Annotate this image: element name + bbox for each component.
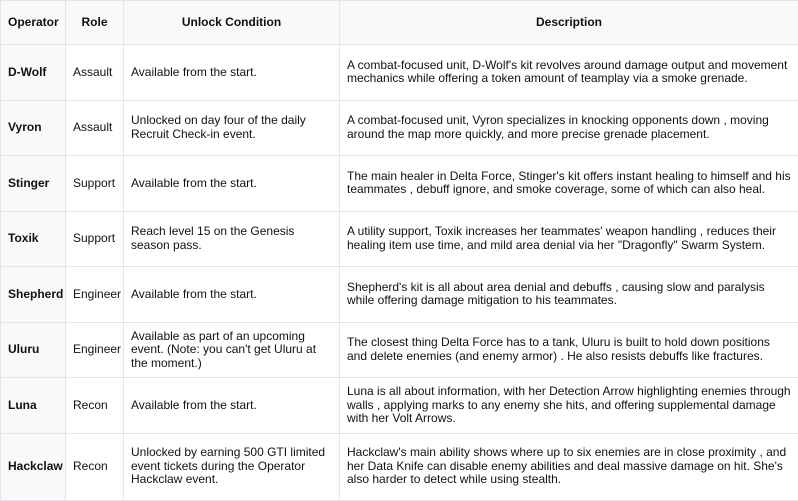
unlock-condition-cell: Available from the start. (124, 156, 340, 212)
operator-cell: Toxik (1, 211, 66, 267)
table-row (1, 378, 798, 434)
description-cell: A combat-focused unit, D-Wolf's kit revolves around damage output and movement mechanics while offering a token amount of teamplay via a smoke grenade. (340, 45, 798, 101)
table-row (1, 433, 798, 500)
header-operator: Operator (1, 1, 66, 45)
operator-cell: Luna (1, 378, 66, 434)
unlock-condition-cell: Available from the start. (124, 378, 340, 434)
role-cell: Engineer (66, 322, 124, 378)
description-cell: The main healer in Delta Force, Stinger's kit offers instant healing to himself and his teammates , debuff ignore, and smoke coverage, some of which can also heal. (340, 156, 798, 212)
operator-cell: Stinger (1, 156, 66, 212)
header-row (1, 1, 798, 45)
role-cell: Assault (66, 100, 124, 156)
description-cell: Hackclaw's main ability shows where up to six enemies are in close proximity , and her Data Knife can disable enemy abilities and deal massive damage on hit. She's also harder to detect while using stealth. (340, 433, 798, 500)
role-cell: Assault (66, 45, 124, 101)
table-row (1, 45, 798, 101)
description-cell: A combat-focused unit, Vyron specializes in knocking opponents down , moving around the map more quickly, and more precise grenade placement. (340, 100, 798, 156)
description-cell: The closest thing Delta Force has to a tank, Uluru is built to hold down positions and delete enemies (and enemy armor) . He also resists debuffs like fractures. (340, 322, 798, 378)
role-cell: Support (66, 156, 124, 212)
role-cell: Support (66, 211, 124, 267)
description-cell: Shepherd's kit is all about area denial and debuffs , causing slow and paralysis while offering damage mitigation to his teammates. (340, 267, 798, 323)
table-row (1, 267, 798, 323)
table-row (1, 322, 798, 378)
unlock-condition-cell: Available as part of an upcoming event. (Note: you can't get Uluru at the moment.) (124, 322, 340, 378)
operator-cell: Uluru (1, 322, 66, 378)
header-description: Description (340, 1, 798, 45)
operator-cell: Hackclaw (1, 433, 66, 500)
table-row (1, 211, 798, 267)
description-cell: A utility support, Toxik increases her teammates' weapon handling , reduces their healing item use time, and mild area denial via her "Dragonfly" Swarm System. (340, 211, 798, 267)
role-cell: Recon (66, 433, 124, 500)
unlock-condition-cell: Reach level 15 on the Genesis season pass. (124, 211, 340, 267)
role-cell: Engineer (66, 267, 124, 323)
unlock-condition-cell: Available from the start. (124, 267, 340, 323)
operator-cell: Shepherd (1, 267, 66, 323)
table-row (1, 156, 798, 212)
role-cell: Recon (66, 378, 124, 434)
unlock-condition-cell: Unlocked by earning 500 GTI limited event tickets during the Operator Hackclaw event. (124, 433, 340, 500)
unlock-condition-cell: Unlocked on day four of the daily Recruit Check-in event. (124, 100, 340, 156)
description-cell: Luna is all about information, with her Detection Arrow highlighting enemies through walls , applying marks to any enemy she hits, and offering supplemental damage with her Volt Arrows. (340, 378, 798, 434)
operator-cell: D-Wolf (1, 45, 66, 101)
header-unlock-condition: Unlock Condition (124, 1, 340, 45)
operator-cell: Vyron (1, 100, 66, 156)
header-role: Role (66, 1, 124, 45)
unlock-condition-cell: Available from the start. (124, 45, 340, 101)
table-row (1, 100, 798, 156)
